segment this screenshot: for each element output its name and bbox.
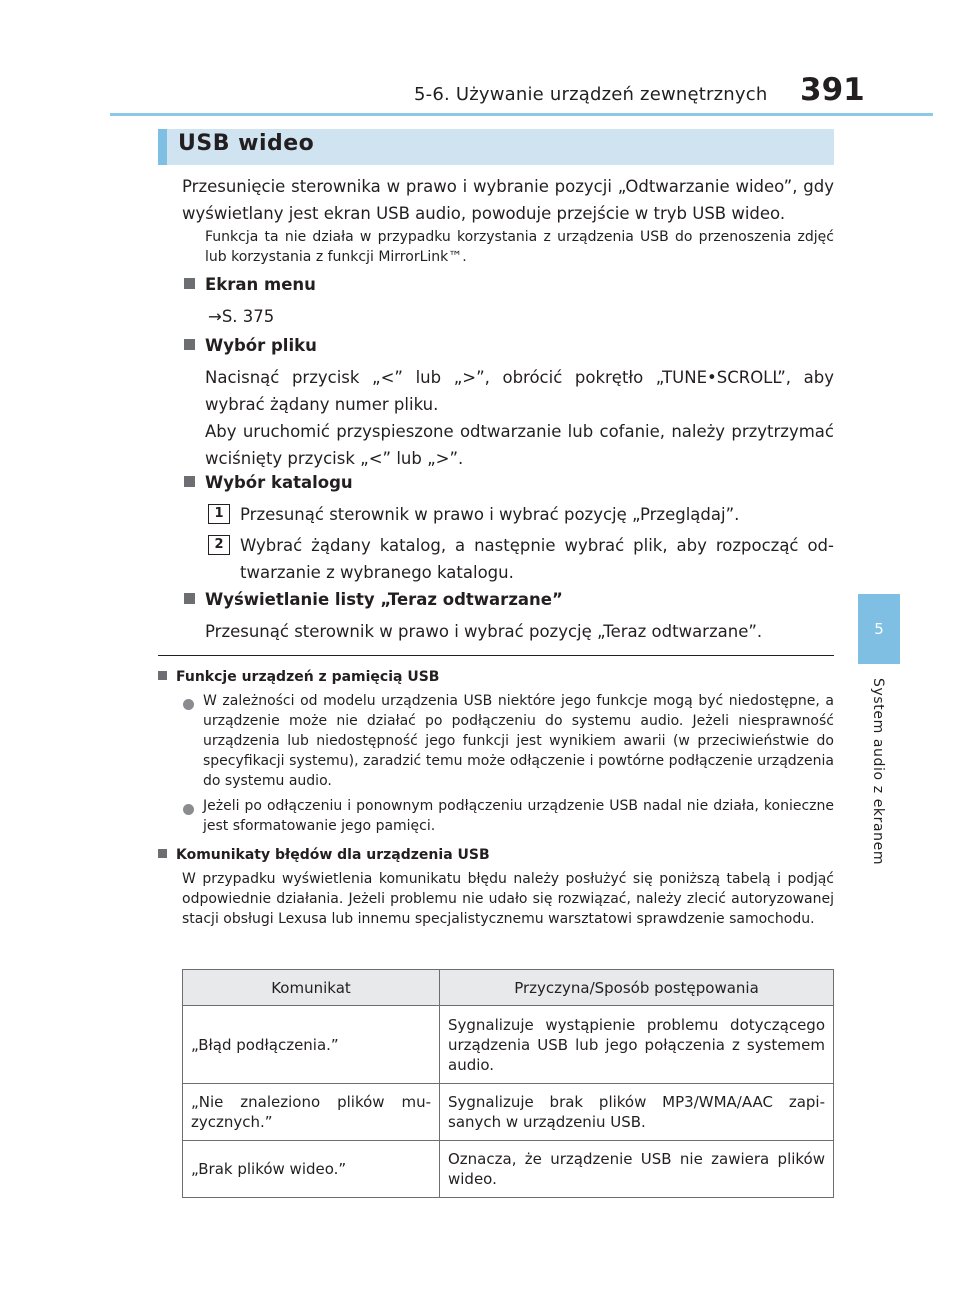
square-bullet-icon bbox=[158, 671, 167, 680]
square-bullet-icon bbox=[184, 476, 195, 487]
note-errors-title: Komunikaty błędów dla urządzenia USB bbox=[158, 845, 490, 865]
note-errors-text: W przypadku wyświetlenia komunikatu błędu należy posłużyć się poniższą tabelą i podjąć odpowiednie działania. Jeżeli problemu nie udało się rozwiązać, należy zlecić autoryzowanej stacji obsługi Lexusa lub innemu specjalistycznemu warsztatowi sprawdzenie samochodu. bbox=[182, 871, 834, 927]
table-cell-message: „Błąd podłączenia.” bbox=[183, 1006, 440, 1084]
intro-paragraph: Przesunięcie sterownika w prawo i wybranie pozycji „Odtwarzanie wideo”, gdy wyświetlany jest ekran USB audio, powoduje przejście w tryb USB wideo. bbox=[182, 177, 834, 223]
nowplaying-text: Przesunąć sterownik w prawo i wybrać pozycję „Teraz odtwarzane”. bbox=[205, 622, 763, 641]
table-cell-message: „Brak plików wideo.” bbox=[183, 1141, 440, 1198]
page-number: 391 bbox=[800, 72, 865, 108]
header-rule bbox=[110, 113, 933, 116]
section-title-accent bbox=[158, 129, 167, 165]
table-header-row bbox=[183, 970, 834, 1006]
table-row bbox=[183, 1084, 834, 1141]
note-functions-title: Funkcje urządzeń z pamięcią USB bbox=[158, 667, 439, 687]
subsection-catalog-title: Wybór katalogu bbox=[184, 473, 353, 492]
square-bullet-icon bbox=[184, 593, 195, 604]
table-cell-message: „Nie znaleziono plików muzycznych.” bbox=[183, 1084, 440, 1141]
subsection-menu-title: Ekran menu bbox=[184, 275, 316, 294]
square-bullet-icon bbox=[184, 339, 195, 350]
running-header: 5-6. Używanie urządzeń zewnętrznych bbox=[414, 84, 768, 105]
file-text-1: Nacisnąć przycisk „<” lub „>”, obrócić pokrętło „TUNE•SCROLL”, aby wybrać żądany numer pliku. bbox=[205, 368, 834, 414]
square-bullet-icon bbox=[184, 278, 195, 289]
step-text-1: Przesunąć sterownik w prawo i wybrać pozycję „Przeglądaj”. bbox=[240, 505, 740, 524]
round-bullet-icon bbox=[183, 699, 194, 710]
intro-note: Funkcja ta nie działa w przypadku korzystania z urządzenia USB do przenoszenia zdjęć lub korzystania z funkcji MirrorLink™. bbox=[205, 229, 834, 265]
table-cell-cause: Sygnalizuje brak plików MP3/WMA/AAC zapisanych w urządzeniu USB. bbox=[440, 1084, 834, 1141]
chapter-tab-number: 5 bbox=[874, 620, 884, 638]
section-title: USB wideo bbox=[178, 131, 315, 156]
round-bullet-icon bbox=[183, 804, 194, 815]
step-text-2: Wybrać żądany katalog, a następnie wybrać plik, aby rozpocząć odtwarzanie z wybranego katalogu. bbox=[240, 536, 834, 582]
arrow-right-icon: → bbox=[208, 307, 222, 326]
note-functions-bullet-1: W zależności od modelu urządzenia USB niektóre jego funkcje mogą być niedostępne, a urządzenie może nie działać po podłączeniu do systemu audio. Jeżeli niesprawność urządzenia lub niedostępność jego funkcji jest wynikiem awarii (w przeciwieństwie do specyfikacji systemu), zaradzić temu może odłączenie i powtórne podłączenie urządzenia do systemu audio. bbox=[203, 693, 834, 789]
table-row bbox=[183, 1006, 834, 1084]
subsection-nowplaying-title: Wyświetlanie listy „Teraz odtwarzane” bbox=[184, 590, 563, 609]
step-number-1: 1 bbox=[208, 504, 230, 524]
note-functions-bullet-2: Jeżeli po odłączeniu i ponownym podłączeniu urządzenie USB nadal nie działa, konieczne jest sformatowanie jego pamięci. bbox=[203, 798, 834, 834]
table-header-cause: Przyczyna/Sposób postępowania bbox=[440, 970, 834, 1006]
step-number-2: 2 bbox=[208, 535, 230, 555]
file-text-2: Aby uruchomić przyspieszone odtwarzanie lub cofanie, należy przytrzymać wciśnięty przycisk „<” lub „>”. bbox=[205, 422, 834, 468]
table-cell-cause: Sygnalizuje wystąpienie problemu dotyczącego urządzenia USB lub jego połączenia z systemem audio. bbox=[440, 1006, 834, 1084]
error-messages-table bbox=[182, 969, 834, 1198]
menu-page-reference: →S. 375 bbox=[208, 307, 275, 326]
subsection-file-title: Wybór pliku bbox=[184, 336, 317, 355]
table-cell-cause: Oznacza, że urządzenie USB nie zawiera plików wideo. bbox=[440, 1141, 834, 1198]
table-row bbox=[183, 1141, 834, 1198]
section-divider bbox=[158, 655, 834, 656]
square-bullet-icon bbox=[158, 849, 167, 858]
table-header-message: Komunikat bbox=[183, 970, 440, 1006]
chapter-tab-label: System audio z ekranem bbox=[870, 678, 886, 866]
